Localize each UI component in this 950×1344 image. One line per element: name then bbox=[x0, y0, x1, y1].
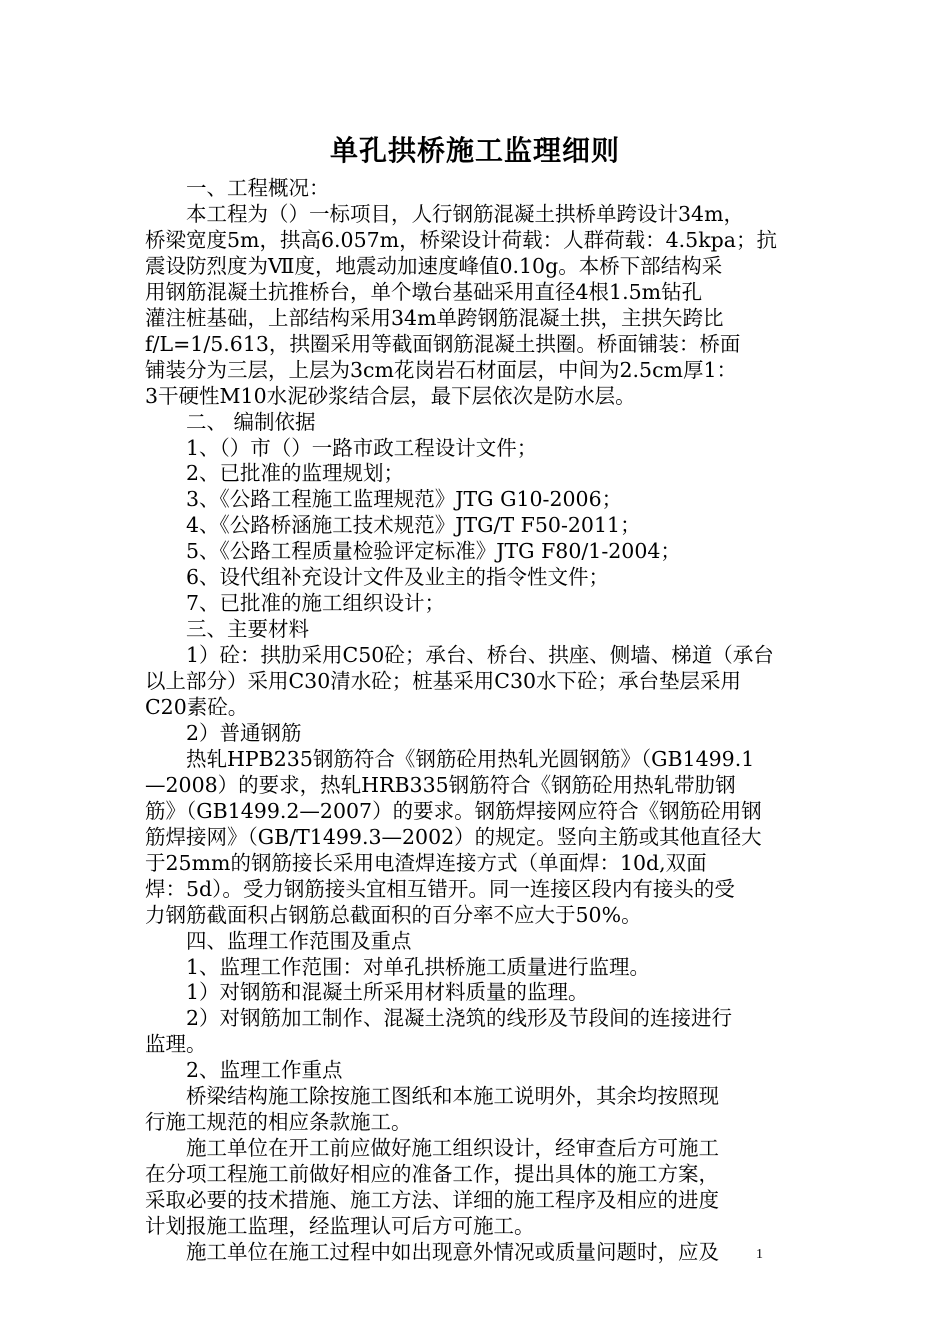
body-line: —2008）的要求，热轧HRB335钢筋符合《钢筋砼用热轧带肋钢 bbox=[145, 772, 736, 797]
body-line: f/L=1/5.613，拱圈采用等截面钢筋混凝土拱圈。桥面铺装：桥面 bbox=[145, 331, 741, 356]
body-line: 1、（）市（）一路市政工程设计文件； bbox=[145, 435, 538, 460]
body-line: 3、《公路工程施工监理规范》JTG G10-2006； bbox=[145, 487, 623, 512]
page-number: 1 bbox=[756, 1247, 763, 1262]
body-line: 桥梁宽度5m，拱高6.057m，桥梁设计荷载：人群荷载：4.5kpa；抗 bbox=[145, 227, 777, 252]
body-line: 铺装分为三层，上层为3cm花岗岩石材面层，中间为2.5cm厚1： bbox=[145, 357, 738, 382]
body-line: 1）对钢筋和混凝土所采用材料质量的监理。 bbox=[145, 980, 589, 1005]
body-line: C20素砼。 bbox=[145, 695, 249, 719]
body-line: 2、已批准的监理规划； bbox=[145, 461, 405, 486]
body-line: 行施工规范的相应条款施工。 bbox=[145, 1110, 412, 1135]
body-line: 用钢筋混凝土抗推桥台，单个墩台基础采用直径4根1.5m钻孔 bbox=[145, 279, 703, 304]
body-line: 灌注桩基础，上部结构采用34m单跨钢筋混凝土拱，主拱矢跨比 bbox=[145, 305, 724, 330]
body-line: 以上部分）采用C30清水砼；桩基采用C30水下砼；承台垫层采用 bbox=[145, 669, 742, 694]
body-line: 1、监理工作范围：对单孔拱桥施工质量进行监理。 bbox=[145, 954, 651, 979]
body-line: 1）砼：拱肋采用C50砼；承台、桥台、拱座、侧墙、梯道（承台 bbox=[145, 643, 774, 668]
body-line: 筋焊接网》（GB/T1499.3—2002）的规定。竖向主筋或其他直径大 bbox=[145, 824, 762, 849]
body-line: 施工单位在开工前应做好施工组织设计，经审查后方可施工 bbox=[145, 1136, 719, 1161]
body-line: 2）对钢筋加工制作、混凝土浇筑的线形及节段间的连接进行 bbox=[145, 1006, 733, 1031]
body-line: 6、设代组补充设计文件及业主的指令性文件； bbox=[145, 565, 610, 590]
body-line: 计划报施工监理，经监理认可后方可施工。 bbox=[145, 1214, 535, 1238]
body-line: 一、工程概况： bbox=[145, 176, 330, 200]
body-line: 桥梁结构施工除按施工图纸和本施工说明外，其余均按照现 bbox=[145, 1084, 719, 1109]
body-line: 四、监理工作范围及重点 bbox=[145, 928, 412, 953]
body-line: 筋》（GB1499.2—2007）的要求。钢筋焊接网应符合《钢筋砼用钢 bbox=[145, 798, 762, 823]
body-line: 监理。 bbox=[145, 1032, 207, 1057]
body-line: 二、 编制依据 bbox=[145, 409, 316, 434]
body-line: 三、主要材料 bbox=[145, 617, 309, 642]
body-line: 4、《公路桥涵施工技术规范》JTG/T F50-2011； bbox=[145, 513, 641, 538]
body-line: 5、《公路工程质量检验评定标准》JTG F80/1-2004； bbox=[145, 539, 681, 564]
body-line: 采取必要的技术措施、施工方法、详细的施工程序及相应的进度 bbox=[145, 1188, 719, 1213]
body-line: 本工程为（）一标项目，人行钢筋混凝土拱桥单跨设计34m， bbox=[145, 201, 745, 226]
body-line: 力钢筋截面积占钢筋总截面积的百分率不应大于50%。 bbox=[145, 902, 642, 927]
document-title: 单孔拱桥施工监理细则 bbox=[329, 134, 620, 167]
body-line: 施工单位在施工过程中如出现意外情况或质量问题时，应及 bbox=[145, 1239, 719, 1264]
body-line: 焊：5d）。受力钢筋接头宜相互错开。同一连接区段内有接头的受 bbox=[145, 876, 735, 901]
body-line: 7、已批准的施工组织设计； bbox=[145, 591, 446, 616]
body-line: 热轧HPB235钢筋符合《钢筋砼用热轧光圆钢筋》（GB1499.1 bbox=[145, 746, 755, 771]
body-line: 于25mm的钢筋接长采用电渣焊连接方式（单面焊：10d,双面 bbox=[145, 850, 707, 875]
body-line: 2、监理工作重点 bbox=[145, 1058, 343, 1083]
body-line: 在分项工程施工前做好相应的准备工作，提出具体的施工方案， bbox=[145, 1162, 719, 1187]
body-line: 震设防烈度为Ⅶ度，地震动加速度峰值0.10g。本桥下部结构采 bbox=[145, 253, 723, 278]
body-line: 2）普通钢筋 bbox=[145, 720, 302, 745]
body-line: 3干硬性M10水泥砂浆结合层，最下层依次是防水层。 bbox=[145, 383, 636, 408]
